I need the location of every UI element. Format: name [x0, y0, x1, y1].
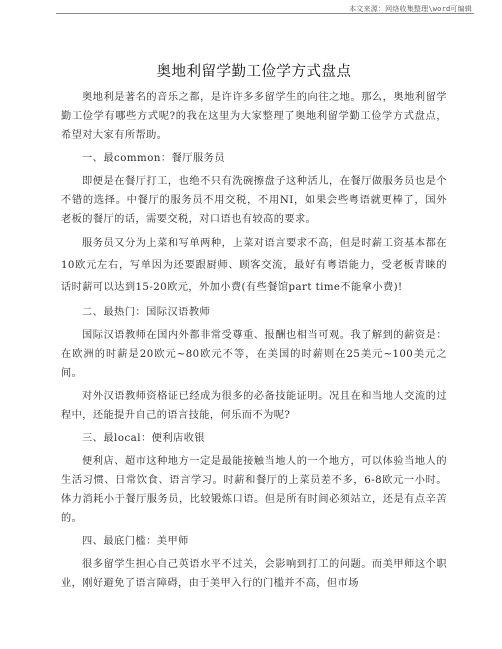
document-title: 奥地利留学勤工俭学方式盘点 — [156, 64, 352, 80]
document-body — [61, 62, 447, 597]
section-paragraph: 服务员又分为上菜和写单两种，上菜对语言要求不高，但是时薪工资基本都在10欧元左右，写单因为还要跟厨师、顾客交流，最好有粤语能力，受老板青睐的话时薪可以达到15-20欧元，外加小费(有些餐馆part time不能拿小费)! — [61, 238, 447, 293]
section-paragraph: 对外汉语教师资格证已经成为很多的必备技能证明。况且在和当地人交流的过程中，还能提升自己的语言技能，何乐而不为呢? — [61, 391, 447, 421]
header-divider — [56, 13, 474, 14]
section-heading: 三、最local：便利店收银 — [82, 433, 206, 444]
section-heading: 四、最底门槛：美甲师 — [82, 536, 189, 547]
section-heading: 一、最common：餐厅服务员 — [82, 153, 226, 164]
section-paragraph: 很多留学生担心自己英语水平不过关，会影响到打工的问题。而美甲师这个职业，刚好避免了语言障碍，由于美甲入行的门槛并不高，但市场 — [61, 559, 447, 589]
section-paragraph: 国际汉语教师在国内外都非常受尊重、报酬也相当可观。我了解到的薪资是：在欧洲的时薪是20欧元~80欧元不等，在美国的时薪则在25美元~100美元之间。 — [61, 330, 447, 379]
source-note: 本文来源：网络收集整理\word可编辑 — [349, 5, 472, 13]
section-paragraph: 即便是在餐厅打工，也绝不只有洗碗擦盘子这种活儿，在餐厅做服务员也是个不错的选择。中餐厅的服务员不用交税，不用NI，如果会些粤语就更棒了，国外老板的餐厅的话，需要交税，对口语也有较高的要求。 — [61, 176, 447, 225]
intro-paragraph: 奥地利是著名的音乐之都，是许许多多留学生的向往之地。那么，奥地利留学勤工俭学有哪些方式呢?的我在这里为大家整理了奥地利留学勤工俭学方式盘点，希望对大家有所帮助。 — [61, 92, 447, 141]
section-paragraph: 便利店、超市这种地方一定是最能接触当地人的一个地方，可以体验当地人的生活习惯、日常饮食、语言学习。时薪和餐厅的上菜员差不多，6-8欧元一小时。体力消耗小于餐厅服务员，比较锻炼口语。但是所有时间必须站立，还是有点辛苦的。 — [61, 456, 447, 524]
section-heading: 二、最热门：国际汉语教师 — [82, 307, 211, 318]
